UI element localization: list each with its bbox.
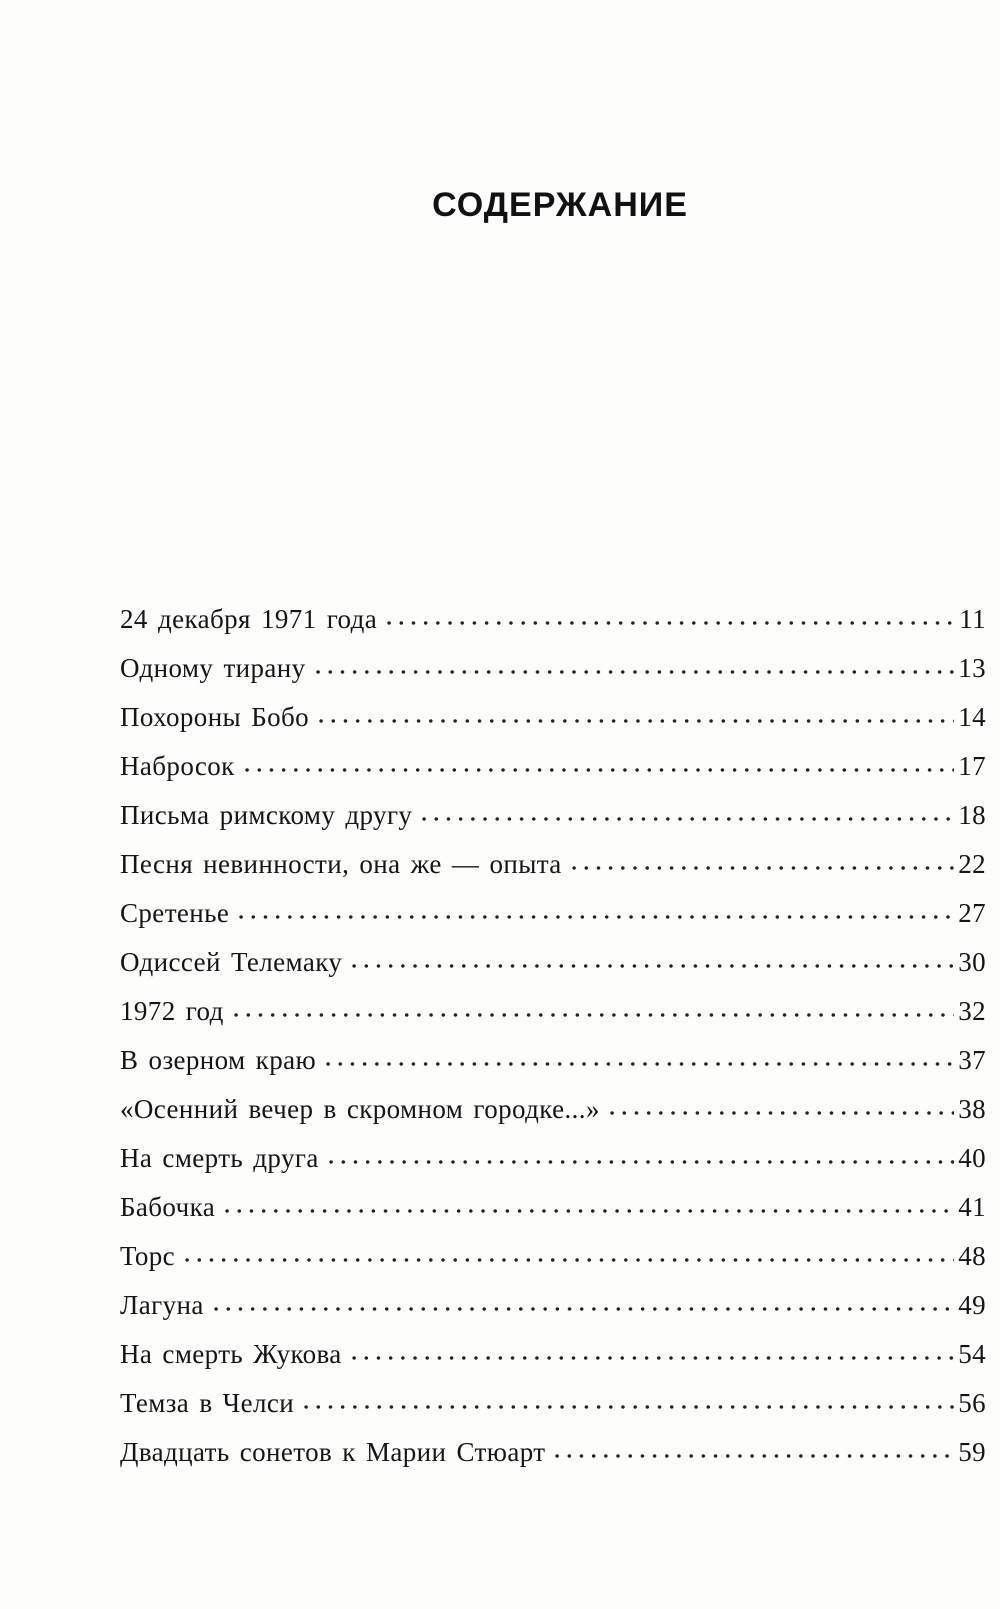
toc-entry-page: 11 <box>959 604 986 634</box>
toc-entry <box>120 751 986 800</box>
toc-entry <box>120 1241 986 1290</box>
toc-entry <box>120 604 986 653</box>
toc-entry <box>120 1339 986 1388</box>
toc-entry-page: 59 <box>958 1437 986 1467</box>
page-title: СОДЕРЖАНИЕ <box>432 185 688 224</box>
dot-leader <box>312 668 954 676</box>
toc-entry-page: 32 <box>958 996 986 1026</box>
dot-leader <box>325 1158 954 1166</box>
toc-entry-page: 37 <box>958 1045 986 1075</box>
toc-entry-page: 56 <box>958 1388 986 1418</box>
dot-leader <box>210 1305 954 1313</box>
dot-leader <box>606 1109 954 1117</box>
toc-entry-title: На смерть Жукова <box>120 1339 342 1369</box>
toc-entry-title: Лагуна <box>120 1290 204 1320</box>
dot-leader <box>551 1452 954 1460</box>
toc-entry-page: 17 <box>958 751 986 781</box>
dot-leader <box>418 815 954 823</box>
toc-entry-page: 38 <box>958 1094 986 1124</box>
toc-entry <box>120 702 986 751</box>
dot-leader <box>300 1403 954 1411</box>
toc-entry-title: Песня невинности, она же — опыта <box>120 849 562 879</box>
toc-entry <box>120 1290 986 1339</box>
toc-entry <box>120 947 986 996</box>
toc-entry-page: 49 <box>958 1290 986 1320</box>
dot-leader <box>315 717 954 725</box>
toc-entry-page: 48 <box>958 1241 986 1271</box>
toc-entry-page: 41 <box>958 1192 986 1222</box>
dot-leader <box>235 913 954 921</box>
dot-leader <box>221 1207 954 1215</box>
toc-entry-title: Сретенье <box>120 898 230 928</box>
toc-entry-title: Одному тирану <box>120 653 306 683</box>
toc-entry <box>120 996 986 1045</box>
toc-entry-page: 30 <box>958 947 986 977</box>
dot-leader <box>322 1060 954 1068</box>
toc-entry <box>120 1143 986 1192</box>
toc-entry <box>120 1388 986 1437</box>
toc-entry-page: 14 <box>958 702 986 732</box>
toc-entry <box>120 1094 986 1143</box>
dot-leader <box>181 1256 954 1264</box>
dot-leader <box>383 619 954 627</box>
toc-entry-title: Набросок <box>120 751 235 781</box>
toc-entry-title: На смерть друга <box>120 1143 319 1173</box>
dot-leader <box>348 962 954 970</box>
toc-entry <box>120 849 986 898</box>
toc-entry-title: Торс <box>120 1241 176 1271</box>
toc-entry-title: В озерном краю <box>120 1045 317 1075</box>
toc-entry-page: 54 <box>958 1339 986 1369</box>
toc-entry <box>120 1045 986 1094</box>
toc-entry-page: 13 <box>958 653 986 683</box>
toc-entry-title: 24 декабря 1971 года <box>120 604 378 634</box>
table-of-contents <box>120 604 986 1486</box>
dot-leader <box>241 766 954 774</box>
toc-entry <box>120 1192 986 1241</box>
toc-entry-page: 22 <box>958 849 986 879</box>
toc-entry-title: Двадцать сонетов к Марии Стюарт <box>120 1437 546 1467</box>
toc-entry-page: 18 <box>958 800 986 830</box>
toc-entry-title: Темза в Челси <box>120 1388 295 1418</box>
toc-entry-title: «Осенний вечер в скромном городке...» <box>120 1094 600 1124</box>
toc-entry-title: Письма римскому другу <box>120 800 413 830</box>
dot-leader <box>568 864 954 872</box>
dot-leader <box>230 1011 954 1019</box>
toc-entry-page: 40 <box>958 1143 986 1173</box>
toc-entry-title: 1972 год <box>120 996 224 1026</box>
toc-entry <box>120 800 986 849</box>
toc-entry-title: Бабочка <box>120 1192 216 1222</box>
toc-entry <box>120 653 986 702</box>
toc-entry <box>120 898 986 947</box>
toc-entry-title: Похороны Бобо <box>120 702 310 732</box>
toc-entry-page: 27 <box>958 898 986 928</box>
toc-entry <box>120 1437 986 1486</box>
toc-entry-title: Одиссей Телемаку <box>120 947 343 977</box>
dot-leader <box>348 1354 954 1362</box>
